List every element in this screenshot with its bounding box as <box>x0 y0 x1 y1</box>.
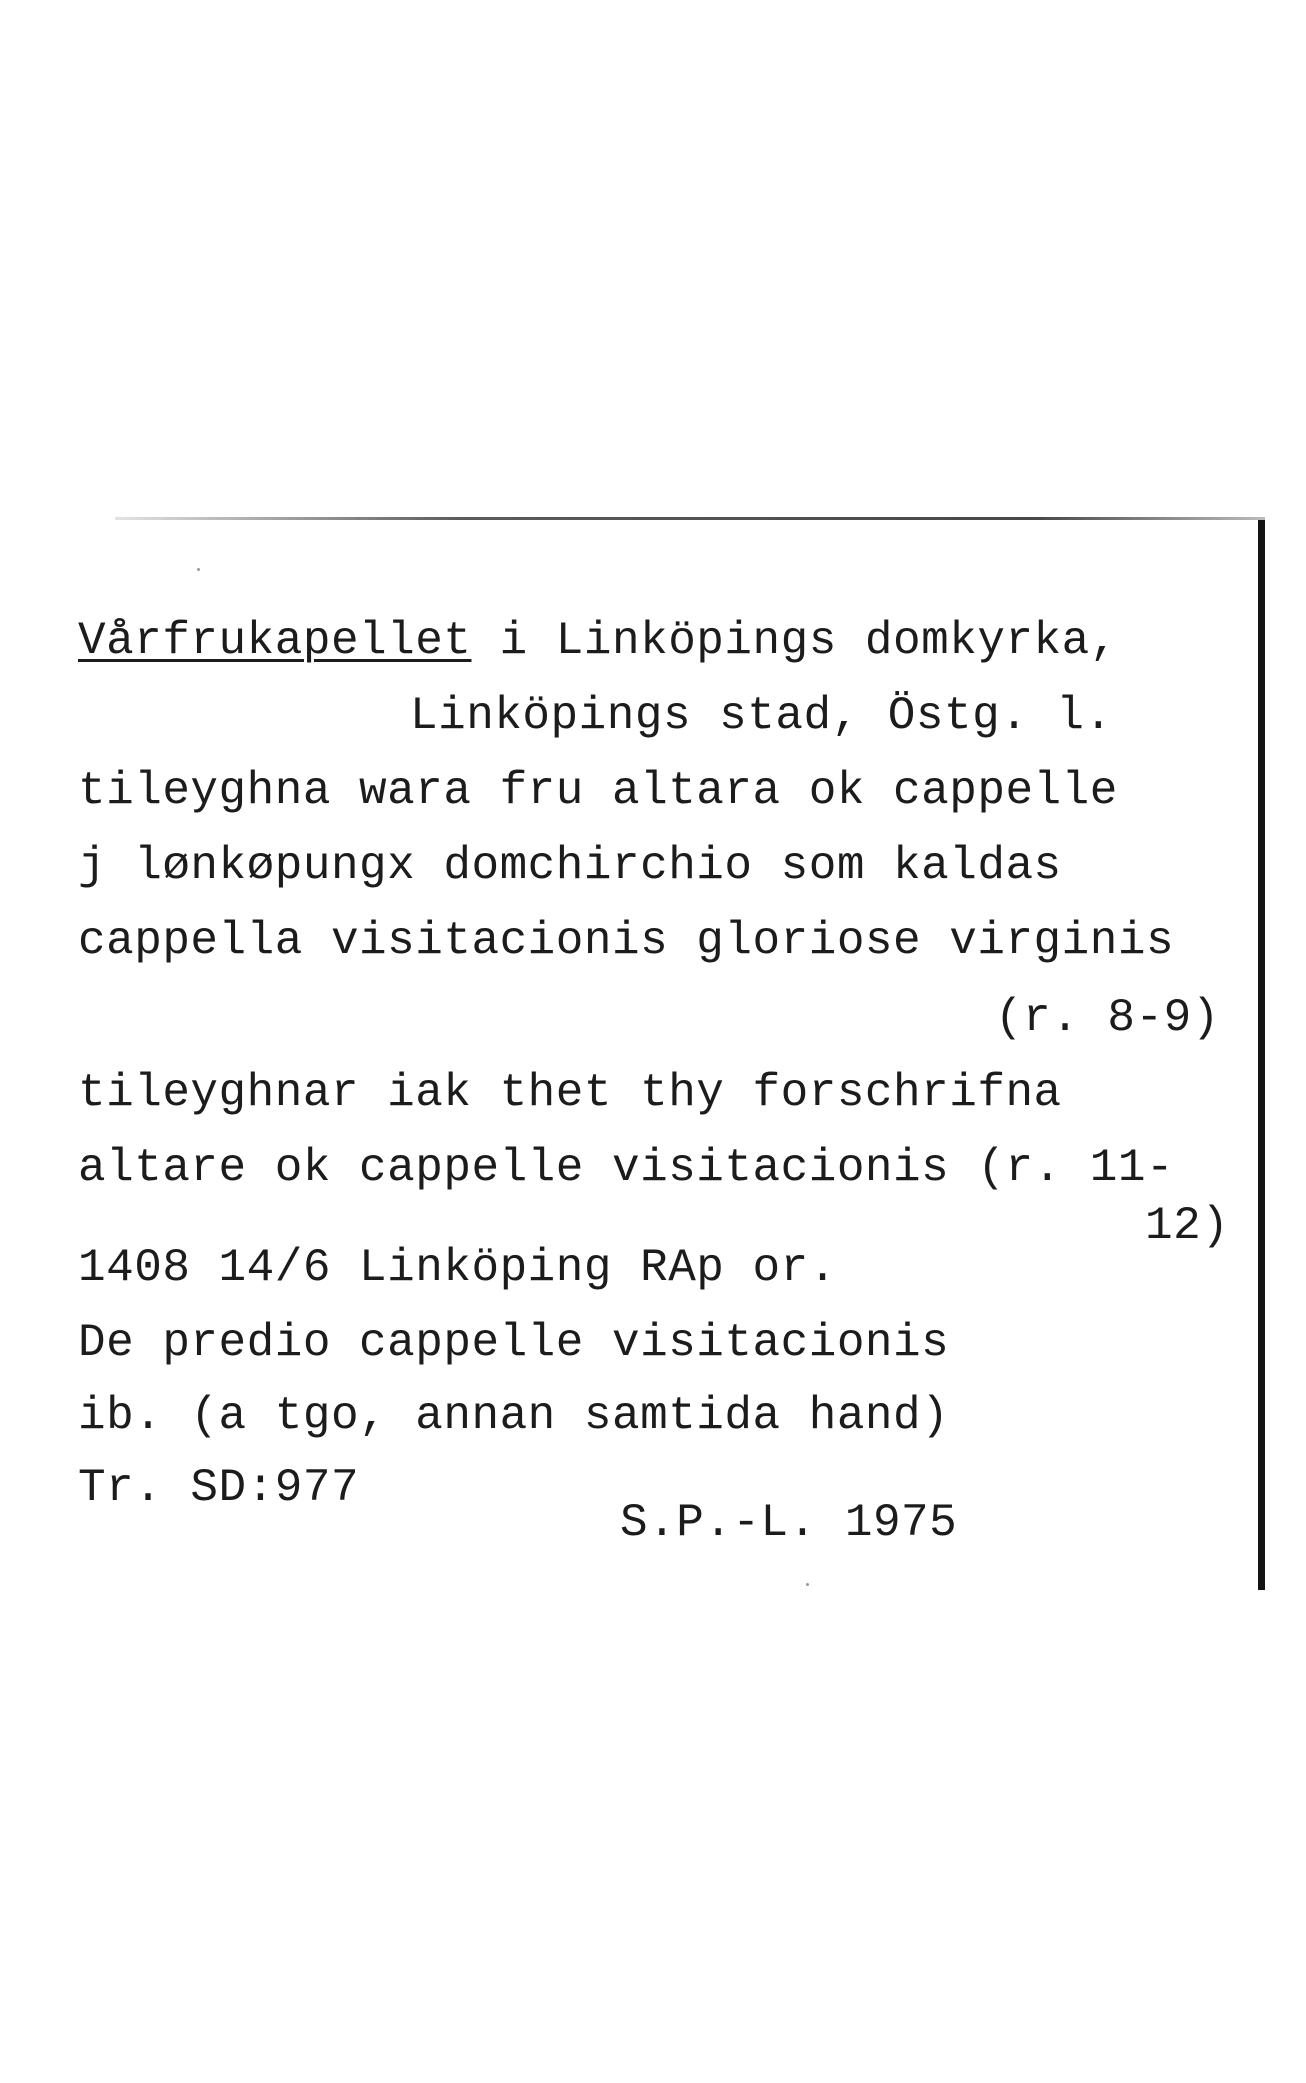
heading-title: Vårfrukapellet <box>78 615 472 667</box>
quote-line: tileyghna wara fru altara ok cappelle <box>78 765 1118 817</box>
quote-line: j lønkøpungx domchirchio som kaldas <box>78 840 1062 892</box>
source-line: De predio cappelle visitacionis <box>78 1317 950 1369</box>
quote-line: tileyghnar iak thet thy forschrifna <box>78 1067 1062 1119</box>
paper-speck <box>197 568 200 571</box>
source-line: 1408 14/6 Linköping RAp or. <box>78 1242 837 1294</box>
card-top-edge <box>115 517 1265 520</box>
signature: S.P.-L. 1975 <box>620 1497 958 1549</box>
reference-rows-11-12-end: 12) <box>1145 1200 1230 1252</box>
location-line: Linköpings stad, Östg. l. <box>410 690 1113 742</box>
card-heading <box>78 615 1118 667</box>
paper-speck <box>806 1583 809 1586</box>
quote-line: altare ok cappelle visitacionis (r. 11- <box>78 1142 1175 1194</box>
heading-rest: i Linköpings domkyrka, <box>471 615 1118 667</box>
quote-line: cappella visitacionis gloriose virginis <box>78 915 1175 967</box>
reference-rows-8-9: (r. 8-9) <box>995 992 1220 1044</box>
card-right-edge <box>1258 520 1265 1590</box>
source-line: ib. (a tgo, annan samtida hand) <box>78 1390 950 1442</box>
print-reference: Tr. SD:977 <box>78 1462 360 1514</box>
